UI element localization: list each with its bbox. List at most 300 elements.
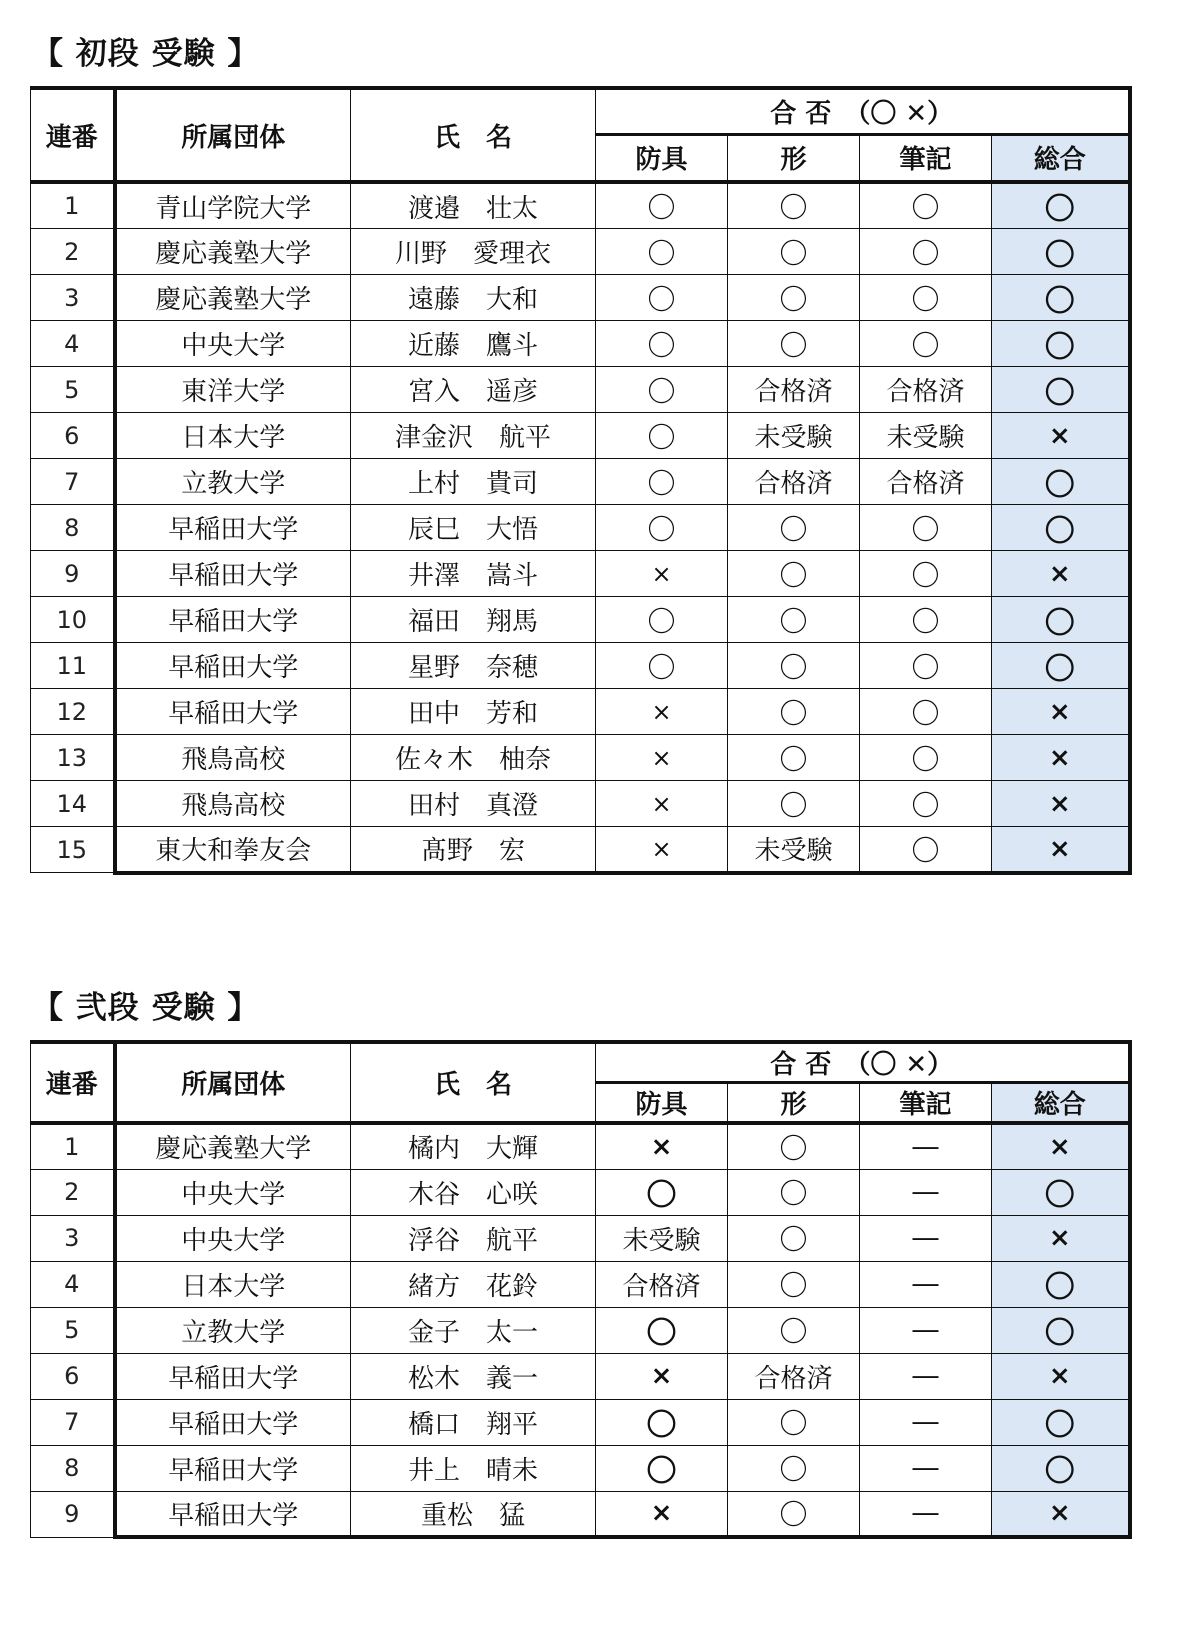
header-org: 所属団体	[115, 1042, 351, 1123]
cell-sougou-value: ×	[1048, 788, 1071, 819]
cell-hikki-value: 合格済	[886, 469, 965, 499]
cell-name	[351, 1169, 596, 1215]
cell-sougou-value: ×	[1048, 420, 1071, 451]
cell-kata	[728, 229, 860, 275]
cell-kata	[728, 459, 860, 505]
cell-kata-value: 〇	[779, 1315, 808, 1348]
header-sougou: 総合	[992, 134, 1130, 182]
cell-hikki	[860, 1491, 992, 1537]
cell-bougu	[596, 827, 728, 873]
cell-name	[351, 1215, 596, 1261]
cell-sougou	[992, 1307, 1130, 1353]
cell-org	[115, 827, 351, 873]
table-row	[31, 1169, 1130, 1215]
cell-hikki-value: 〇	[911, 788, 940, 822]
cell-no-value: 8	[64, 513, 80, 542]
header-result: 合 否 （〇 ✕）	[596, 1042, 1130, 1083]
table-row	[31, 597, 1130, 643]
cell-sougou-value: ×	[1048, 696, 1071, 727]
cell-kata-value: 〇	[779, 650, 808, 684]
cell-name	[351, 1353, 596, 1399]
cell-bougu-value: 合格済	[622, 1271, 701, 1302]
cell-kata-value: 〇	[779, 1453, 808, 1486]
cell-bougu-value: ×	[651, 743, 672, 772]
cell-org-value: 飛鳥高校	[181, 791, 286, 821]
cell-name	[351, 1445, 596, 1491]
cell-org-value: 早稲田大学	[168, 561, 299, 591]
cell-hikki-value: ―	[912, 1177, 939, 1207]
cell-sougou-value: ×	[1048, 1361, 1071, 1391]
header-org: 所属団体	[115, 88, 351, 182]
cell-bougu-value: ×	[650, 1498, 673, 1529]
cell-bougu	[596, 229, 728, 275]
cell-bougu-value: 〇	[647, 282, 676, 316]
cell-hikki-value: ―	[912, 1131, 939, 1162]
cell-hikki	[860, 1169, 992, 1215]
cell-name	[351, 643, 596, 689]
cell-org-value: 東洋大学	[181, 377, 286, 407]
cell-bougu-value: 〇	[646, 1454, 677, 1489]
cell-hikki-value: ―	[912, 1269, 939, 1299]
cell-name-value: 遠藤 大和	[407, 285, 538, 315]
cell-kata	[728, 1307, 860, 1353]
cell-org	[115, 1353, 351, 1399]
cell-name	[351, 182, 596, 229]
cell-sougou-value: ×	[1048, 833, 1071, 864]
cell-no	[31, 1169, 115, 1215]
cell-sougou-value: ×	[1048, 1131, 1071, 1162]
table-row	[31, 229, 1130, 275]
cell-bougu	[596, 1399, 728, 1445]
cell-org-value: 慶応義塾大学	[155, 239, 312, 269]
cell-sougou-value: 〇	[1044, 375, 1075, 411]
cell-no	[31, 413, 115, 459]
cell-no	[31, 367, 115, 413]
table-row	[31, 1261, 1130, 1307]
cell-name	[351, 597, 596, 643]
table-row	[31, 1307, 1130, 1353]
cell-no	[31, 827, 115, 873]
cell-name-value: 宮入 遥彦	[407, 377, 538, 407]
cell-bougu-value: ×	[651, 834, 672, 863]
header-name: 氏 名	[351, 1042, 596, 1123]
cell-sougou-value: ×	[1048, 1498, 1071, 1529]
cell-bougu-value: 〇	[647, 328, 676, 362]
cell-name-value: 星野 奈穂	[407, 653, 538, 683]
cell-kata-value: 〇	[779, 282, 808, 316]
cell-org	[115, 275, 351, 321]
cell-bougu	[596, 1261, 728, 1307]
cell-name	[351, 735, 596, 781]
cell-org	[115, 505, 351, 551]
cell-no	[31, 1261, 115, 1307]
cell-kata	[728, 505, 860, 551]
cell-bougu	[596, 182, 728, 229]
cell-kata	[728, 367, 860, 413]
cell-no	[31, 1123, 115, 1169]
cell-no	[31, 735, 115, 781]
cell-sougou-value: 〇	[1044, 237, 1075, 273]
cell-hikki-value: 〇	[911, 328, 940, 362]
cell-org	[115, 597, 351, 643]
cell-hikki-value: 〇	[911, 604, 940, 638]
cell-hikki	[860, 321, 992, 367]
cell-bougu-value: 〇	[647, 604, 676, 638]
cell-no	[31, 551, 115, 597]
cell-hikki-value: 合格済	[886, 377, 965, 407]
cell-sougou-value: 〇	[1044, 1270, 1075, 1305]
cell-name-value: 井上 晴未	[407, 1455, 538, 1486]
cell-org	[115, 367, 351, 413]
cell-org	[115, 1215, 351, 1261]
cell-hikki	[860, 413, 992, 459]
cell-kata	[728, 551, 860, 597]
cell-hikki	[860, 689, 992, 735]
cell-no-value: 6	[64, 1362, 80, 1390]
cell-no	[31, 182, 115, 229]
cell-kata	[728, 643, 860, 689]
cell-no	[31, 1307, 115, 1353]
cell-no	[31, 1491, 115, 1537]
cell-name-value: 佐々木 柚奈	[394, 745, 551, 775]
cell-no	[31, 459, 115, 505]
cell-no	[31, 1445, 115, 1491]
cell-no-value: 1	[64, 192, 80, 220]
cell-name	[351, 367, 596, 413]
cell-kata	[728, 827, 860, 873]
cell-org-value: 早稲田大学	[168, 607, 299, 637]
cell-org	[115, 689, 351, 735]
table-row	[31, 643, 1130, 689]
cell-name	[351, 275, 596, 321]
cell-bougu-value: ×	[651, 697, 672, 726]
cell-no-value: 5	[64, 1316, 80, 1344]
cell-hikki-value: 〇	[911, 742, 940, 776]
cell-kata-value: 合格済	[754, 1363, 833, 1394]
cell-org	[115, 781, 351, 827]
cell-kata-value: 〇	[779, 236, 808, 270]
cell-bougu	[596, 413, 728, 459]
header-name: 氏 名	[351, 88, 596, 182]
cell-bougu-value: ×	[651, 789, 672, 818]
cell-bougu	[596, 735, 728, 781]
cell-bougu-value: 〇	[646, 1178, 677, 1213]
header-hikki: 筆記	[860, 134, 992, 182]
cell-sougou-value: 〇	[1044, 1408, 1075, 1443]
cell-sougou-value: 〇	[1044, 283, 1075, 319]
cell-kata-value: 〇	[779, 1131, 808, 1165]
cell-org-value: 早稲田大学	[168, 1409, 299, 1440]
table-row	[31, 505, 1130, 551]
cell-hikki	[860, 735, 992, 781]
cell-sougou	[992, 1169, 1130, 1215]
cell-name-value: 田村 真澄	[407, 791, 538, 821]
cell-sougou	[992, 1399, 1130, 1445]
cell-hikki	[860, 275, 992, 321]
cell-name-value: 津金沢 航平	[394, 423, 551, 453]
table-row	[31, 459, 1130, 505]
cell-kata	[728, 413, 860, 459]
results-table	[30, 86, 1132, 875]
cell-sougou	[992, 505, 1130, 551]
header-sougou: 総合	[992, 1083, 1130, 1124]
cell-no	[31, 1399, 115, 1445]
cell-name-value: 川野 愛理衣	[394, 239, 551, 269]
cell-name	[351, 1307, 596, 1353]
cell-hikki-value: 〇	[911, 558, 940, 592]
cell-name-value: 上村 貴司	[407, 469, 538, 499]
cell-no-value: 11	[56, 651, 88, 680]
cell-bougu	[596, 1123, 728, 1169]
cell-bougu	[596, 459, 728, 505]
table-row	[31, 735, 1130, 781]
cell-no-value: 8	[64, 1454, 80, 1482]
cell-org-value: 早稲田大学	[168, 653, 299, 683]
cell-no	[31, 229, 115, 275]
cell-kata	[728, 1261, 860, 1307]
cell-name-value: 浮谷 航平	[407, 1225, 538, 1256]
cell-kata	[728, 1215, 860, 1261]
cell-hikki	[860, 781, 992, 827]
header-result: 合 否 （〇 ✕）	[596, 88, 1130, 134]
cell-kata-value: 〇	[779, 1407, 808, 1440]
header-bougu: 防具	[596, 1083, 728, 1124]
cell-kata-value: 未受験	[754, 423, 833, 453]
cell-no-value: 3	[64, 283, 80, 312]
cell-org	[115, 229, 351, 275]
cell-bougu	[596, 1445, 728, 1491]
cell-org-value: 日本大学	[181, 1271, 286, 1302]
cell-sougou	[992, 1353, 1130, 1399]
table-row	[31, 1399, 1130, 1445]
cell-name-value: 重松 猛	[420, 1500, 525, 1531]
cell-bougu	[596, 1307, 728, 1353]
cell-org-value: 青山学院大学	[155, 193, 312, 224]
cell-no	[31, 505, 115, 551]
cell-sougou	[992, 321, 1130, 367]
cell-sougou	[992, 182, 1130, 229]
cell-no-value: 13	[56, 743, 88, 772]
cell-sougou	[992, 1123, 1130, 1169]
results-table	[30, 1040, 1132, 1539]
cell-bougu	[596, 321, 728, 367]
cell-name	[351, 413, 596, 459]
cell-kata-value: 合格済	[754, 469, 833, 499]
cell-kata	[728, 1123, 860, 1169]
cell-org	[115, 1261, 351, 1307]
section-title: 【 初段 受験 】	[32, 36, 260, 72]
cell-org-value: 早稲田大学	[168, 1363, 299, 1394]
cell-name	[351, 459, 596, 505]
cell-bougu-value: 〇	[647, 374, 676, 408]
table-row	[31, 182, 1130, 229]
table-row	[31, 689, 1130, 735]
cell-kata-value: 〇	[779, 742, 808, 776]
cell-kata-value: 〇	[779, 696, 808, 730]
cell-no-value: 12	[56, 697, 88, 726]
cell-sougou	[992, 597, 1130, 643]
cell-name-value: 近藤 鷹斗	[407, 331, 538, 361]
cell-sougou	[992, 735, 1130, 781]
cell-hikki-value: 〇	[911, 833, 940, 867]
cell-org	[115, 413, 351, 459]
cell-no	[31, 643, 115, 689]
cell-kata	[728, 321, 860, 367]
cell-hikki-value: ―	[912, 1498, 939, 1529]
cell-org-value: 中央大学	[181, 331, 286, 361]
cell-kata-value: 〇	[779, 604, 808, 638]
cell-bougu-value: ×	[651, 559, 672, 588]
cell-bougu-value: 〇	[647, 512, 676, 546]
cell-no	[31, 321, 115, 367]
cell-bougu	[596, 1215, 728, 1261]
cell-name-value: 井澤 嵩斗	[407, 561, 538, 591]
cell-no	[31, 1353, 115, 1399]
cell-hikki-value: 〇	[911, 191, 940, 224]
cell-name-value: 木谷 心咲	[407, 1179, 538, 1210]
cell-sougou	[992, 689, 1130, 735]
cell-no-value: 5	[64, 375, 80, 404]
table-row	[31, 1445, 1130, 1491]
cell-bougu-value: 〇	[647, 650, 676, 684]
cell-name-value: 金子 太一	[407, 1317, 538, 1348]
cell-bougu-value: 未受験	[622, 1225, 701, 1256]
table-row	[31, 1123, 1130, 1169]
cell-bougu	[596, 551, 728, 597]
table-row	[31, 551, 1130, 597]
cell-kata	[728, 735, 860, 781]
cell-name	[351, 827, 596, 873]
cell-name	[351, 1399, 596, 1445]
cell-sougou	[992, 1261, 1130, 1307]
cell-sougou-value: 〇	[1044, 192, 1075, 227]
cell-org	[115, 459, 351, 505]
cell-kata	[728, 1353, 860, 1399]
cell-org-value: 東大和拳友会	[155, 836, 312, 867]
cell-hikki	[860, 182, 992, 229]
cell-org-value: 早稲田大学	[168, 515, 299, 545]
cell-org-value: 日本大学	[181, 423, 286, 453]
cell-hikki-value: 〇	[911, 650, 940, 684]
cell-hikki-value: ―	[912, 1453, 939, 1483]
cell-name-value: 緒方 花鈴	[407, 1271, 538, 1302]
header-hikki: 筆記	[860, 1083, 992, 1124]
cell-hikki-value: 〇	[911, 236, 940, 270]
cell-hikki	[860, 1399, 992, 1445]
cell-bougu	[596, 689, 728, 735]
table-row	[31, 1353, 1130, 1399]
section-shodan	[30, 30, 1132, 875]
cell-name-value: 福田 翔馬	[407, 607, 538, 637]
cell-bougu-value: ×	[650, 1131, 673, 1162]
cell-hikki	[860, 459, 992, 505]
cell-kata-value: 未受験	[754, 836, 833, 867]
cell-sougou-value: 〇	[1044, 329, 1075, 365]
cell-name-value: 橋口 翔平	[407, 1409, 538, 1440]
cell-no-value: 10	[56, 605, 88, 634]
table-row	[31, 413, 1130, 459]
cell-name-value: 髙野 宏	[420, 836, 525, 867]
table-row	[31, 781, 1130, 827]
cell-hikki	[860, 551, 992, 597]
cell-org	[115, 1169, 351, 1215]
cell-name-value: 橘内 大輝	[407, 1134, 538, 1165]
cell-kata-value: 〇	[779, 1498, 808, 1532]
cell-kata-value: 〇	[779, 1269, 808, 1302]
cell-org-value: 慶応義塾大学	[155, 285, 312, 315]
cell-org	[115, 182, 351, 229]
cell-bougu	[596, 505, 728, 551]
cell-hikki-value: ―	[912, 1407, 939, 1437]
table-row	[31, 827, 1130, 873]
table-row	[31, 1491, 1130, 1537]
cell-kata	[728, 597, 860, 643]
cell-bougu-value: ×	[650, 1361, 673, 1391]
cell-name	[351, 505, 596, 551]
cell-kata	[728, 1169, 860, 1215]
cell-bougu-value: 〇	[647, 466, 676, 500]
cell-org	[115, 1399, 351, 1445]
cell-org-value: 慶応義塾大学	[155, 1134, 312, 1165]
cell-sougou-value: ×	[1048, 558, 1071, 589]
cell-org-value: 早稲田大学	[168, 1455, 299, 1486]
cell-name	[351, 1491, 596, 1537]
table-row	[31, 1215, 1130, 1261]
cell-sougou	[992, 367, 1130, 413]
cell-no-value: 9	[64, 559, 80, 588]
cell-sougou-value: ×	[1048, 1223, 1071, 1253]
cell-no-value: 9	[64, 1500, 80, 1528]
cell-sougou-value: 〇	[1044, 513, 1075, 549]
cell-no	[31, 1215, 115, 1261]
cell-sougou-value: 〇	[1044, 1316, 1075, 1351]
cell-bougu	[596, 1353, 728, 1399]
cell-no	[31, 597, 115, 643]
cell-no	[31, 275, 115, 321]
cell-bougu-value: 〇	[647, 191, 676, 224]
cell-org	[115, 551, 351, 597]
cell-sougou	[992, 229, 1130, 275]
cell-kata-value: 〇	[779, 191, 808, 224]
cell-kata	[728, 1445, 860, 1491]
cell-sougou-value: 〇	[1044, 651, 1075, 687]
cell-name-value: 松木 義一	[407, 1363, 538, 1394]
cell-bougu	[596, 275, 728, 321]
cell-kata-value: 〇	[779, 512, 808, 546]
cell-name	[351, 781, 596, 827]
cell-kata-value: 〇	[779, 1177, 808, 1210]
cell-kata-value: 〇	[779, 558, 808, 592]
cell-name	[351, 229, 596, 275]
table-row	[31, 321, 1130, 367]
header-kata: 形	[728, 134, 860, 182]
cell-hikki	[860, 1123, 992, 1169]
cell-org	[115, 1445, 351, 1491]
cell-kata	[728, 182, 860, 229]
section-nidan	[30, 984, 1132, 1539]
cell-kata-value: 〇	[779, 1223, 808, 1256]
cell-hikki	[860, 1261, 992, 1307]
cell-org	[115, 735, 351, 781]
cell-hikki-value: ―	[912, 1223, 939, 1253]
cell-bougu-value: 〇	[647, 236, 676, 270]
cell-hikki-value: 〇	[911, 512, 940, 546]
cell-hikki-value: ―	[912, 1315, 939, 1345]
table-row	[31, 275, 1130, 321]
cell-sougou-value: 〇	[1044, 1178, 1075, 1213]
cell-kata	[728, 781, 860, 827]
table-row	[31, 367, 1130, 413]
